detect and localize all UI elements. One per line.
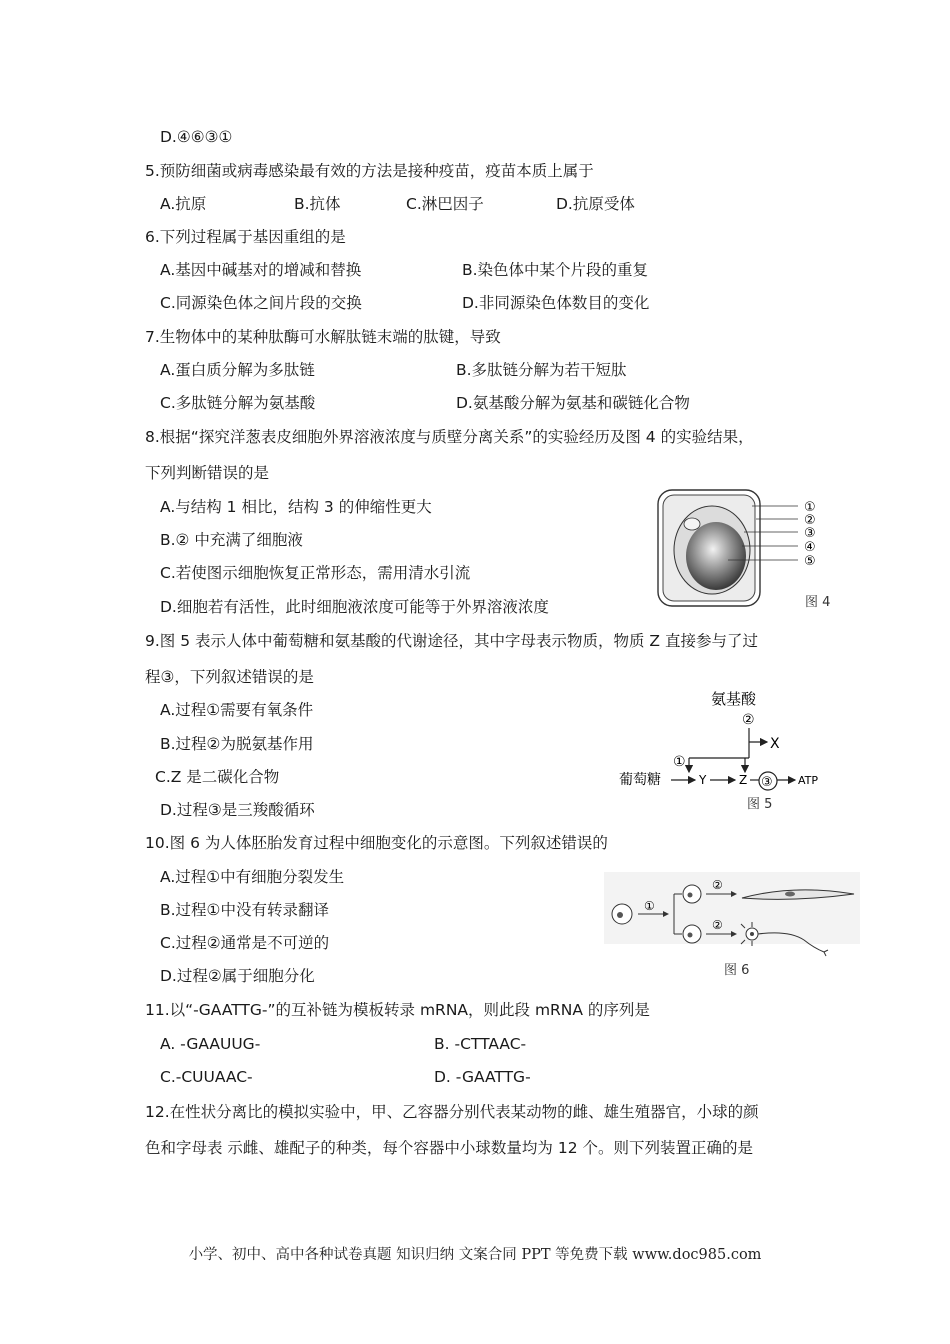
fig6-caption: 图 6 (724, 963, 750, 978)
q11-option-d: D. -GAATTG- (434, 1068, 531, 1086)
q5-option-c: C.淋巴因子 (406, 195, 484, 213)
fig5-process-3: ③ (761, 775, 773, 790)
q11-stem: 11.以“-GAATTG-”的互补链为模板转录 mRNA，则此段 mRNA 的序列是 (145, 1001, 650, 1019)
q8-option-a: A.与结构 1 相比，结构 3 的伸缩性更大 (160, 498, 432, 516)
q9-option-a: A.过程①需要有氧条件 (160, 701, 314, 719)
q10-stem: 10.图 6 为人体胚胎发育过程中细胞变化的示意图。下列叙述错误的 (145, 834, 608, 852)
q8-option-d: D.细胞若有活性，此时细胞液浓度可能等于外界溶液浓度 (160, 598, 549, 616)
q5-option-d: D.抗原受体 (556, 195, 635, 213)
fig5-process-2: ② (742, 712, 755, 728)
fig5-caption: 图 5 (747, 797, 773, 812)
q10-option-a: A.过程①中有细胞分裂发生 (160, 868, 345, 886)
fig6-process-1: ① (644, 899, 655, 913)
q6-option-c: C.同源染色体之间片段的交换 (160, 294, 362, 312)
fig5-x: X (770, 736, 780, 752)
q6-option-b: B.染色体中某个片段的重复 (462, 261, 649, 279)
q9-option-d: D.过程③是三羧酸循环 (160, 801, 315, 819)
fig5-z: Z (739, 773, 748, 787)
q6-option-a: A.基因中碱基对的增减和替换 (160, 261, 362, 279)
q8-stem-line2: 下列判断错误的是 (145, 464, 270, 482)
q11-option-c: C.-CUUAAC- (160, 1068, 253, 1086)
page-footer: 小学、初中、高中各种试卷真题 知识归纳 文案合同 PPT 等免费下载 www.doc985.com (188, 1247, 762, 1263)
q11-option-a: A. -GAAUUG- (160, 1035, 261, 1053)
q12-stem-line1: 12.在性状分离比的模拟实验中，甲、乙容器分别代表某动物的雌、雄生殖器官，小球的颜 (145, 1103, 759, 1121)
q8-option-c: C.若使图示细胞恢复正常形态，需用清水引流 (160, 564, 471, 582)
fig4-label-1: ① (804, 500, 816, 515)
q7-option-b: B.多肽链分解为若干短肽 (456, 361, 627, 379)
q9-stem-line1: 9.图 5 表示人体中葡萄糖和氨基酸的代谢途径，其中字母表示物质，物质 Z 直接参与了过 (145, 632, 758, 650)
q10-option-c: C.过程②通常是不可逆的 (160, 934, 330, 952)
q6-stem: 6.下列过程属于基因重组的是 (145, 228, 346, 246)
q9-option-c: C.Z 是二碳化合物 (155, 768, 280, 786)
fig4-label-5: ⑤ (804, 554, 816, 569)
fig6-process-2-top: ② (712, 878, 723, 892)
q5-option-a: A.抗原 (160, 195, 207, 213)
fig4-label-2: ② (804, 513, 816, 528)
fig5-process-1: ① (673, 754, 686, 770)
q7-stem: 7.生物体中的某种肽酶可水解肽链末端的肽键，导致 (145, 328, 501, 346)
q9-stem-line2: 程③，下列叙述错误的是 (145, 668, 314, 686)
q7-option-c: C.多肽链分解为氨基酸 (160, 394, 316, 412)
figure-6-differentiation (604, 872, 860, 980)
fig6-process-2-bottom: ② (712, 918, 723, 932)
q8-stem-line1: 8.根据“探究洋葱表皮细胞外界溶液浓度与质壁分离关系”的实验经历及图 4 的实验结果， (145, 428, 754, 446)
fig5-amino-acid: 氨基酸 (711, 690, 757, 708)
q5-stem: 5.预防细菌或病毒感染最有效的方法是接种疫苗，疫苗本质上属于 (145, 162, 594, 180)
q6-option-d: D.非同源染色体数目的变化 (462, 294, 650, 312)
q7-option-d: D.氨基酸分解为氨基和碳链化合物 (456, 394, 690, 412)
fig5-atp: ATP (798, 774, 819, 787)
q4-option-d: D.④⑥③① (160, 128, 233, 146)
fig4-label-3: ③ (804, 526, 816, 541)
fig4-caption: 图 4 (805, 595, 831, 610)
fig5-y: Y (699, 773, 707, 787)
fig5-glucose: 葡萄糖 (619, 772, 661, 788)
figure-4-plant-cell (648, 484, 848, 614)
nucleus (684, 518, 700, 530)
q11-option-b: B. -CTTAAC- (434, 1035, 527, 1053)
figure-5-metabolism (615, 684, 835, 814)
q7-option-a: A.蛋白质分解为多肽链 (160, 361, 315, 379)
q12-stem-line2: 色和字母表 示雌、雄配子的种类，每个容器中小球数量均为 12 个。则下列装置正确的是 (145, 1139, 754, 1157)
fig4-label-4: ④ (804, 540, 816, 555)
q10-option-d: D.过程②属于细胞分化 (160, 967, 315, 985)
q9-option-b: B.过程②为脱氨基作用 (160, 735, 314, 753)
q10-option-b: B.过程①中没有转录翻译 (160, 901, 329, 919)
vacuole (686, 522, 746, 590)
q8-option-b: B.② 中充满了细胞液 (160, 531, 303, 549)
q5-option-b: B.抗体 (294, 195, 341, 213)
